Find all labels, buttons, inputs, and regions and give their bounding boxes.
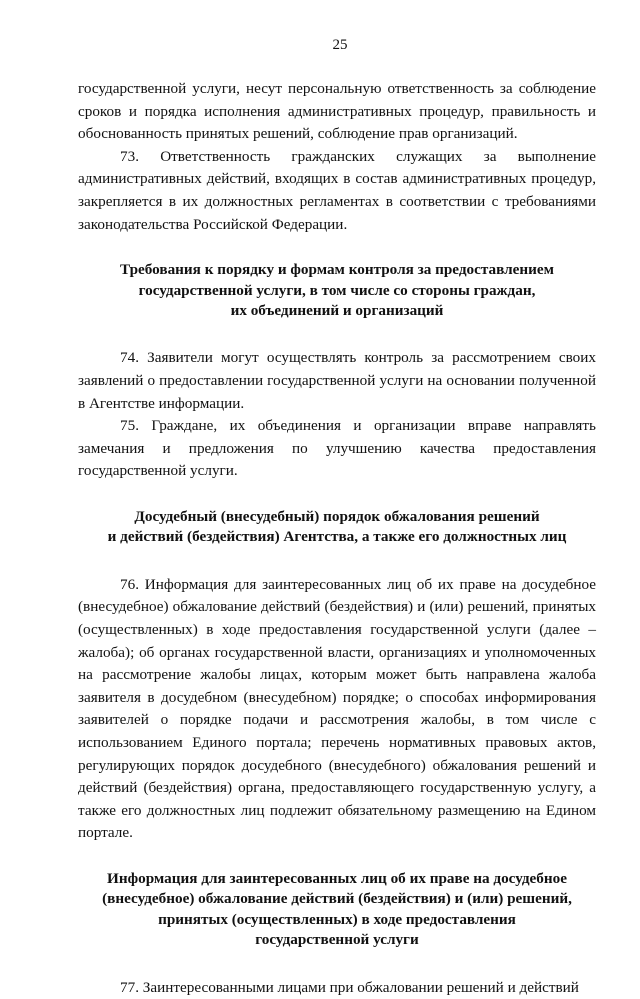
paragraph-74: 74. Заявители могут осуществлять контроль за рассмотрением своих заявлений о предоставлении государственной услуги на основании полученной в Агентстве информации. [78,347,596,415]
paragraph-75: 75. Граждане, их объединения и организации вправе направлять замечания и предложения по улучшению качества предоставления государственной услуги. [78,415,596,483]
heading-line: Информация для заинтересованных лиц об их праве на досудебное [78,869,596,889]
heading-line: их объединений и организаций [78,301,596,321]
section-heading-appeal [78,507,596,548]
heading-line: и действий (бездействия) Агентства, а также его должностных лиц [78,527,596,547]
paragraph-73: 73. Ответственность гражданских служащих за выполнение административных действий, входящих в состав административных процедур, закрепляется в их должностных регламентах в соответствии с требованиями законодательства Российской Федерации. [78,146,596,236]
heading-line: Требования к порядку и формам контроля за предоставлением [78,260,596,280]
heading-line: принятых (осуществленных) в ходе предоставления [78,910,596,930]
page-number: 25 [78,36,596,54]
paragraph-76: 76. Информация для заинтересованных лиц об их праве на досудебное (внесудебное) обжалование действий (бездействия) и (или) решений, принятых (осуществленных) в ходе предоставления государственной услуги (далее – жалоба); об органах государственной власти, организациях и уполномоченных на рассмотрение жалобы лицах, которым может быть направлена жалоба заявителя в досудебном (внесудебном) порядке; о способах информирования заявителей о порядке подачи и рассмотрения жалобы, в том числе с использованием Единого портала; перечень нормативных правовых актов, регулирующих порядок досудебного (внесудебного) обжалования решений и действий (бездействия) органа, предоставляющего государственную услугу, а также его должностных лиц подлежит обязательному размещению на Едином портале. [78,574,596,845]
heading-line: государственной услуги [78,930,596,950]
paragraph-continuation: государственной услуги, несут персональную ответственность за соблюдение сроков и порядка исполнения административных процедур, правильность и обоснованность принятых решений, соблюдение прав организаций. [78,78,596,146]
section-heading-information [78,869,596,951]
heading-line: государственной услуги, в том числе со стороны граждан, [78,281,596,301]
heading-line: (внесудебное) обжалование действий (бездействия) и (или) решений, [78,889,596,909]
heading-line: Досудебный (внесудебный) порядок обжалования решений [78,507,596,527]
paragraph-77: 77. Заинтересованными лицами при обжаловании решений и действий [78,977,596,999]
section-heading-control [78,260,596,321]
